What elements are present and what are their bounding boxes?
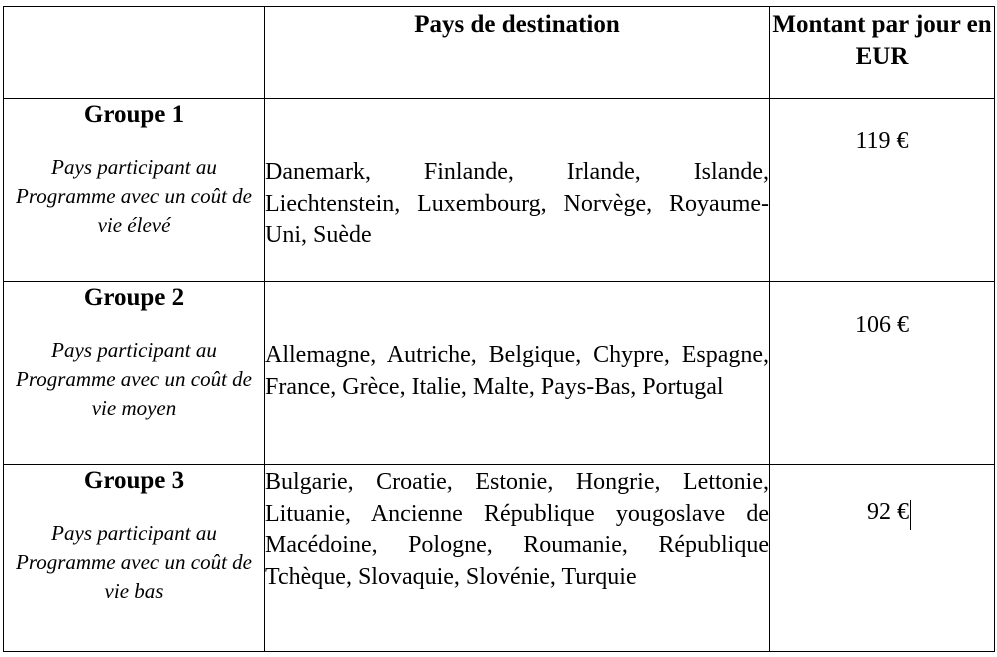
group-1-countries-cell [265, 99, 770, 282]
header-amount-cell [770, 7, 995, 99]
group-2-amount: 106 € [855, 312, 909, 338]
header-destination-cell [265, 7, 770, 99]
group-3-countries-cell [265, 465, 770, 652]
group-2-description: Pays participant au Programme avec un coût de vie moyen [16, 338, 252, 420]
group-3-description: Pays participant au Programme avec un coût de vie bas [16, 521, 252, 603]
group-1-amount: 119 € [855, 128, 909, 154]
allowance-table [3, 6, 995, 652]
group-1-countries: Danemark, Finlande, Irlande, Islande, Liechtenstein, Luxembourg, Norvège, Royaume-Uni, Suède [265, 159, 769, 248]
header-amount: Montant par jour en EUR [772, 11, 992, 70]
group-2-countries: Allemagne, Autriche, Belgique, Chypre, Espagne, France, Grèce, Italie, Malte, Pays-Bas, Portugal [265, 342, 769, 400]
group-3-amount: 92 € [867, 499, 909, 525]
group-1-description: Pays participant au Programme avec un coût de vie élevé [16, 155, 252, 237]
header-empty-cell [4, 7, 265, 99]
group-2-countries-cell [265, 282, 770, 465]
header-destination: Pays de destination [414, 11, 620, 38]
group-3-title: Groupe 3 [83, 467, 185, 494]
group-2-title: Groupe 2 [83, 284, 185, 311]
text-cursor [910, 500, 911, 530]
table-row-group-2 [4, 282, 995, 465]
table-row-group-3 [4, 465, 995, 652]
group-1-cell [4, 99, 265, 282]
group-2-amount-cell [770, 282, 995, 465]
group-3-countries: Bulgarie, Croatie, Estonie, Hongrie, Lettonie, Lituanie, Ancienne République yougoslave de Macédoine, Pologne, Roumanie, République Tchèque, Slovaquie, Slovénie, Turquie [265, 469, 769, 590]
header-group-label [4, 7, 264, 9]
group-3-cell [4, 465, 265, 652]
table-header-row [4, 7, 995, 99]
group-1-title: Groupe 1 [83, 101, 185, 128]
table-row-group-1 [4, 99, 995, 282]
group-1-amount-cell [770, 99, 995, 282]
group-2-cell [4, 282, 265, 465]
group-3-amount-cell[interactable] [770, 465, 995, 652]
